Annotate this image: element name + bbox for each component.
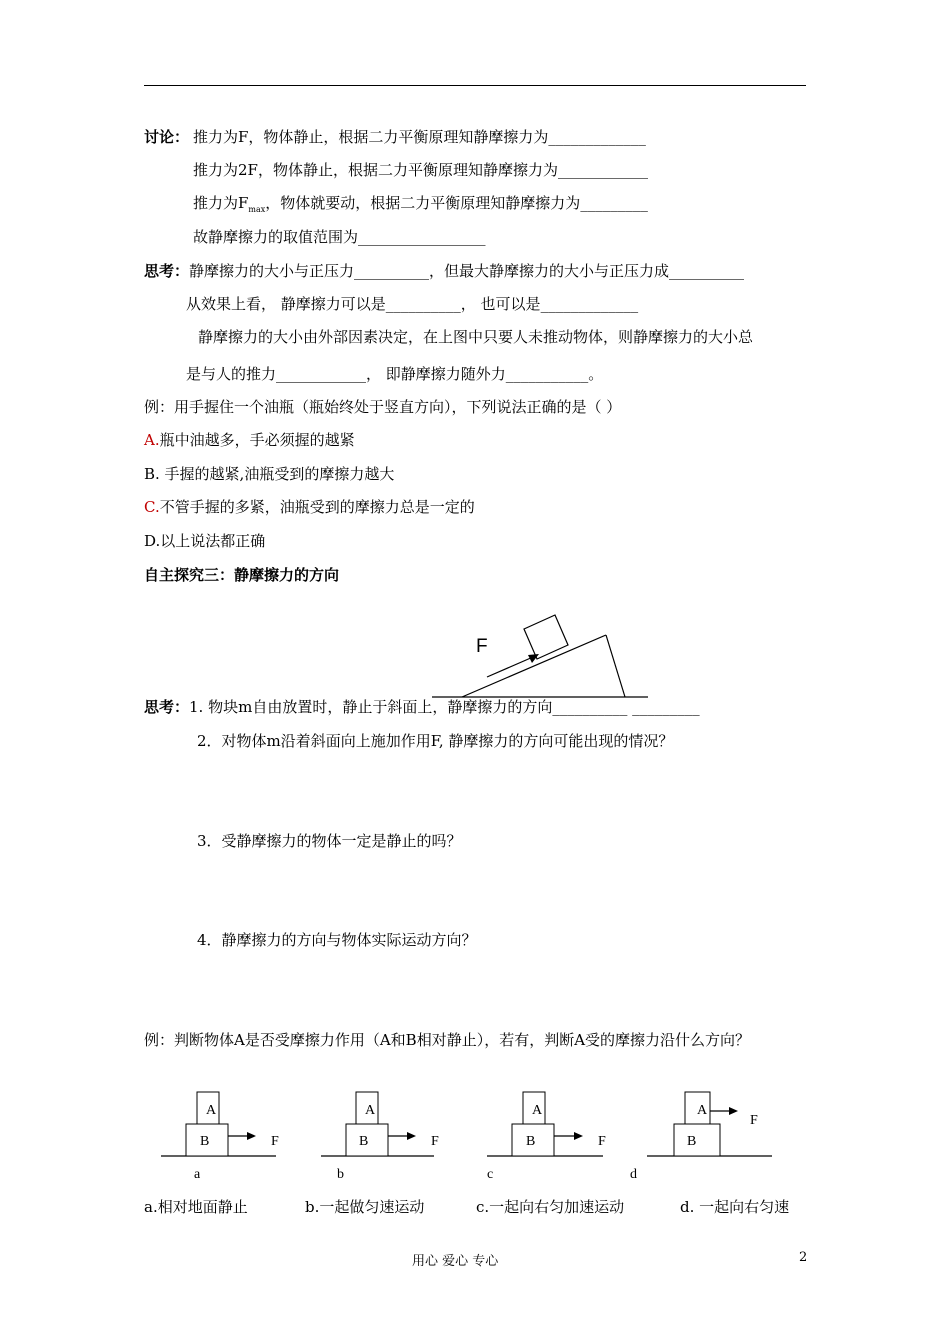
think2-q2: 2．对物体m沿着斜面向上施加作用F, 静摩擦力的方向可能出现的情况？ (197, 732, 674, 750)
example1-option-c: C.不管手握的多紧，油瓶受到的摩擦力总是一定的 (144, 498, 475, 516)
block-b-label: B (359, 1134, 369, 1149)
think2-q3: 3．受静摩擦力的物体一定是静止的吗？ (197, 832, 462, 850)
block-a-label: A (697, 1103, 708, 1118)
force-arrow (247, 1132, 256, 1140)
page-number: 2 (799, 1250, 808, 1265)
footer-motto: 用心 爱心 专心 (412, 1254, 499, 1269)
example1-question: 例：用手握住一个油瓶（瓶始终处于竖直方向），下列说法正确的是（ ） (144, 398, 622, 416)
incline-force-label: F (476, 636, 488, 657)
section-title: 自主探究三：静摩擦力的方向 (144, 566, 340, 584)
block-b-label: B (200, 1134, 210, 1149)
think-line-4: 是与人的推力____________， 即静摩擦力随外力___________。 (186, 365, 604, 383)
diagram-b (321, 1092, 439, 1182)
discussion-line-4: 故静摩擦力的取值范围为_________________ (193, 228, 486, 246)
think-line-3: 静摩擦力的大小由外部因素决定，在上图中只要人未推动物体，则静摩擦力的大小总 (198, 328, 754, 346)
discussion-label: 讨论： (144, 128, 190, 146)
discussion-line-2: 推力为2F，物体静止，根据二力平衡原理知静摩擦力为____________ (193, 161, 648, 179)
discussion-line-1: 推力为F，物体静止，根据二力平衡原理知静摩擦力为_____________ (193, 128, 646, 146)
caption-c: c.一起向右匀加速运动 (476, 1198, 625, 1216)
force-label: F (431, 1134, 439, 1149)
block-b-label: B (526, 1134, 536, 1149)
diagram-label: b (337, 1167, 344, 1182)
force-label: F (750, 1113, 758, 1128)
caption-a: a.相对地面静止 (144, 1198, 248, 1216)
diagram-c (487, 1092, 606, 1182)
discussion-line-3: 推力为$F_{max}$，物体就要动，根据二力平衡原理知静摩擦力为_________ (193, 194, 648, 214)
think-line-2: 从效果上看， 静摩擦力可以是__________， 也可以是_____________ (186, 295, 639, 313)
force-arrow (407, 1132, 416, 1140)
incline-block (524, 615, 568, 659)
diagram-label: d (630, 1167, 637, 1182)
think2-q1: 思考：1. 物块m自由放置时，静止于斜面上，静摩擦力的方向__________ _________ (144, 698, 700, 716)
diagram-label: a (194, 1167, 201, 1182)
example1-option-d: D.以上说法都正确 (144, 532, 266, 550)
example2-question: 例：判断物体A是否受摩擦力作用（A和B相对静止），若有，判断A受的摩擦力沿什么方向？ (144, 1031, 751, 1049)
diagram-label: c (487, 1167, 494, 1182)
example1-option-b: B. 手握的越紧,油瓶受到的摩擦力越大 (144, 465, 395, 483)
example1-option-a: A.瓶中油越多，手必须握的越紧 (144, 431, 355, 449)
block-b-label: B (687, 1134, 697, 1149)
caption-d: d. 一起向右匀速 (680, 1198, 790, 1216)
force-arrow (729, 1107, 738, 1115)
incline-figure (432, 615, 648, 697)
caption-b: b.一起做匀速运动 (305, 1198, 425, 1216)
force-label: F (271, 1134, 279, 1149)
block-a-label: A (532, 1103, 543, 1118)
force-arrow (574, 1132, 583, 1140)
think-line-1: 思考：静摩擦力的大小与正压力__________，但最大静摩擦力的大小与正压力成__________ (144, 262, 745, 280)
diagram-d (630, 1092, 772, 1182)
block-a-label: A (206, 1103, 217, 1118)
diagram-a (161, 1092, 279, 1182)
block-a-label: A (365, 1103, 376, 1118)
force-label: F (598, 1134, 606, 1149)
think2-q4: 4．静摩擦力的方向与物体实际运动方向？ (197, 931, 477, 949)
